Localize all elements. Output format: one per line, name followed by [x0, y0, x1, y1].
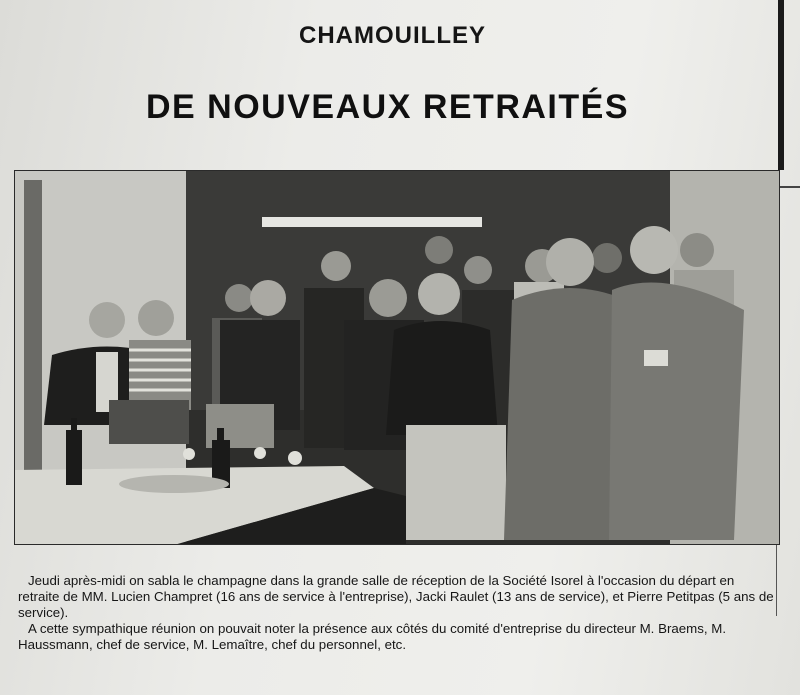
article-kicker: CHAMOUILLEY: [299, 22, 486, 49]
caption-paragraph: A cette sympathique réunion on pouvait noter la présence aux côtés du comité d'entreprise du directeur M. Braems, M. Haussmann, chef de service, M. Lemaître, chef du personnel, etc.: [18, 621, 727, 652]
caption-paragraph: Jeudi après-midi on sabla le champagne dans la grande salle de réception de la Société Isorel à l'occasion du départ en retraite de MM. Lucien Champret (16 ans de service à l'entreprise), Jacki Raulet (13 ans de service), et Pierre Petitpas (5 ans de service).: [18, 573, 774, 620]
photo-caption: [18, 573, 778, 653]
article-headline: DE NOUVEAUX RETRAITÉS: [146, 88, 629, 126]
article-photo: [14, 170, 780, 545]
